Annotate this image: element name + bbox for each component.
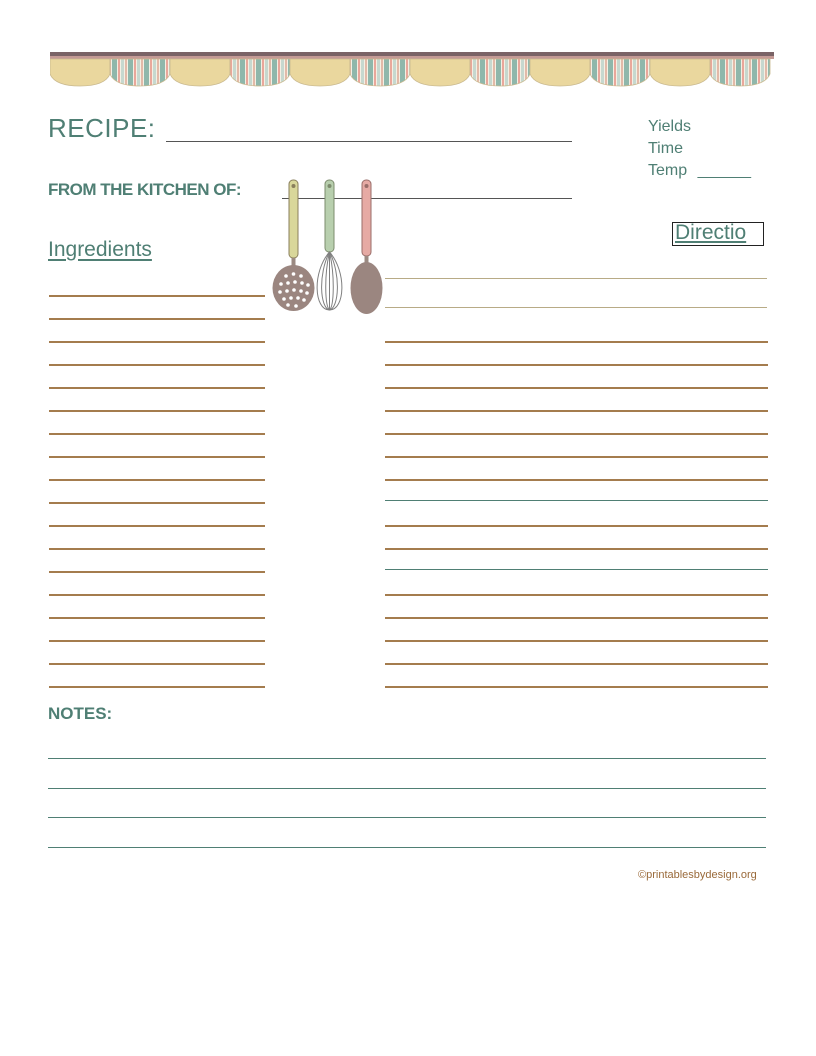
striped-scallop (710, 59, 770, 86)
slot-hole (300, 281, 304, 285)
slot-hole (279, 282, 283, 286)
ingredient-line[interactable] (49, 640, 265, 642)
temp-label (648, 162, 751, 180)
ingredient-line[interactable] (49, 548, 265, 550)
ingredient-line[interactable] (49, 479, 265, 481)
directions-heading: Directio (675, 222, 747, 244)
slot-hole (299, 274, 303, 278)
utensils-illustration (268, 176, 384, 316)
slot-hole (296, 296, 300, 300)
notes-line[interactable] (48, 788, 766, 789)
notes-line[interactable] (48, 758, 766, 759)
ingredient-line[interactable] (49, 663, 265, 665)
notes-line[interactable] (48, 817, 766, 818)
temp-blank[interactable]: ______ (697, 162, 751, 179)
ingredient-line[interactable] (49, 387, 265, 389)
ingredient-line[interactable] (49, 571, 265, 573)
ingredient-line[interactable] (49, 525, 265, 527)
slot-hole (306, 283, 310, 287)
striped-scallop (230, 59, 290, 86)
striped-scallop (350, 59, 410, 86)
scalloped-banner (50, 52, 774, 88)
ingredient-line[interactable] (49, 318, 265, 320)
ingredient-line[interactable] (49, 295, 265, 297)
slot-hole (286, 281, 290, 285)
slot-hole (286, 303, 290, 307)
ingredient-line[interactable] (49, 364, 265, 366)
direction-line[interactable] (385, 569, 768, 570)
notes-heading: NOTES: (48, 704, 113, 723)
yellow-scallop (530, 59, 590, 86)
recipe-label: RECIPE: (48, 113, 156, 143)
direction-line[interactable] (385, 456, 768, 458)
ingredient-line[interactable] (49, 410, 265, 412)
slot-hole (292, 288, 296, 292)
direction-line[interactable] (385, 387, 768, 389)
yields-label: Yields (648, 118, 691, 135)
slot-hole (278, 290, 282, 294)
direction-line[interactable] (385, 479, 768, 481)
ingredient-line[interactable] (49, 594, 265, 596)
direction-line[interactable] (385, 500, 768, 501)
direction-line[interactable] (385, 433, 768, 435)
ingredients-heading: Ingredients (48, 238, 152, 261)
slot-hole (294, 304, 298, 308)
ingredient-line[interactable] (49, 433, 265, 435)
time-label: Time (648, 140, 683, 157)
striped-scallop (590, 59, 650, 86)
slot-hole (299, 289, 303, 293)
ingredient-line[interactable] (49, 617, 265, 619)
yellow-scallop (410, 59, 470, 86)
slot-hole (282, 297, 286, 301)
whisk-icon (317, 180, 342, 310)
direction-line[interactable] (385, 278, 767, 279)
direction-line[interactable] (385, 686, 768, 688)
ingredient-line[interactable] (49, 686, 265, 688)
spoon-icon (351, 180, 383, 314)
striped-scallop (470, 59, 530, 86)
direction-line[interactable] (385, 364, 768, 366)
direction-line[interactable] (385, 663, 768, 665)
direction-line[interactable] (385, 341, 768, 343)
striped-scallop (110, 59, 170, 86)
notes-line[interactable] (48, 847, 766, 848)
from-kitchen-label: FROM THE KITCHEN OF: (48, 180, 242, 199)
direction-line[interactable] (385, 594, 768, 596)
direction-line[interactable] (385, 617, 768, 619)
slot-hole (284, 274, 288, 278)
yellow-scallop (650, 59, 710, 86)
ingredient-line[interactable] (49, 502, 265, 504)
direction-line[interactable] (385, 525, 768, 527)
direction-line[interactable] (385, 548, 768, 550)
ingredient-line[interactable] (49, 341, 265, 343)
slot-hole (302, 298, 306, 302)
directions-heading-box[interactable] (672, 222, 764, 246)
recipe-name-line[interactable] (166, 141, 572, 142)
copyright-text: ©printablesbydesign.org (638, 869, 757, 881)
ingredient-line[interactable] (49, 456, 265, 458)
yellow-scallop (50, 59, 110, 86)
yellow-scallop (170, 59, 230, 86)
direction-line[interactable] (385, 640, 768, 642)
temp-label-text: Temp (648, 162, 688, 179)
yellow-scallop (290, 59, 350, 86)
slot-hole (305, 291, 309, 295)
direction-line[interactable] (385, 307, 767, 308)
slot-hole (292, 272, 296, 276)
slot-hole (285, 289, 289, 293)
direction-line[interactable] (385, 410, 768, 412)
slot-hole (289, 296, 293, 300)
slot-hole (293, 280, 297, 284)
